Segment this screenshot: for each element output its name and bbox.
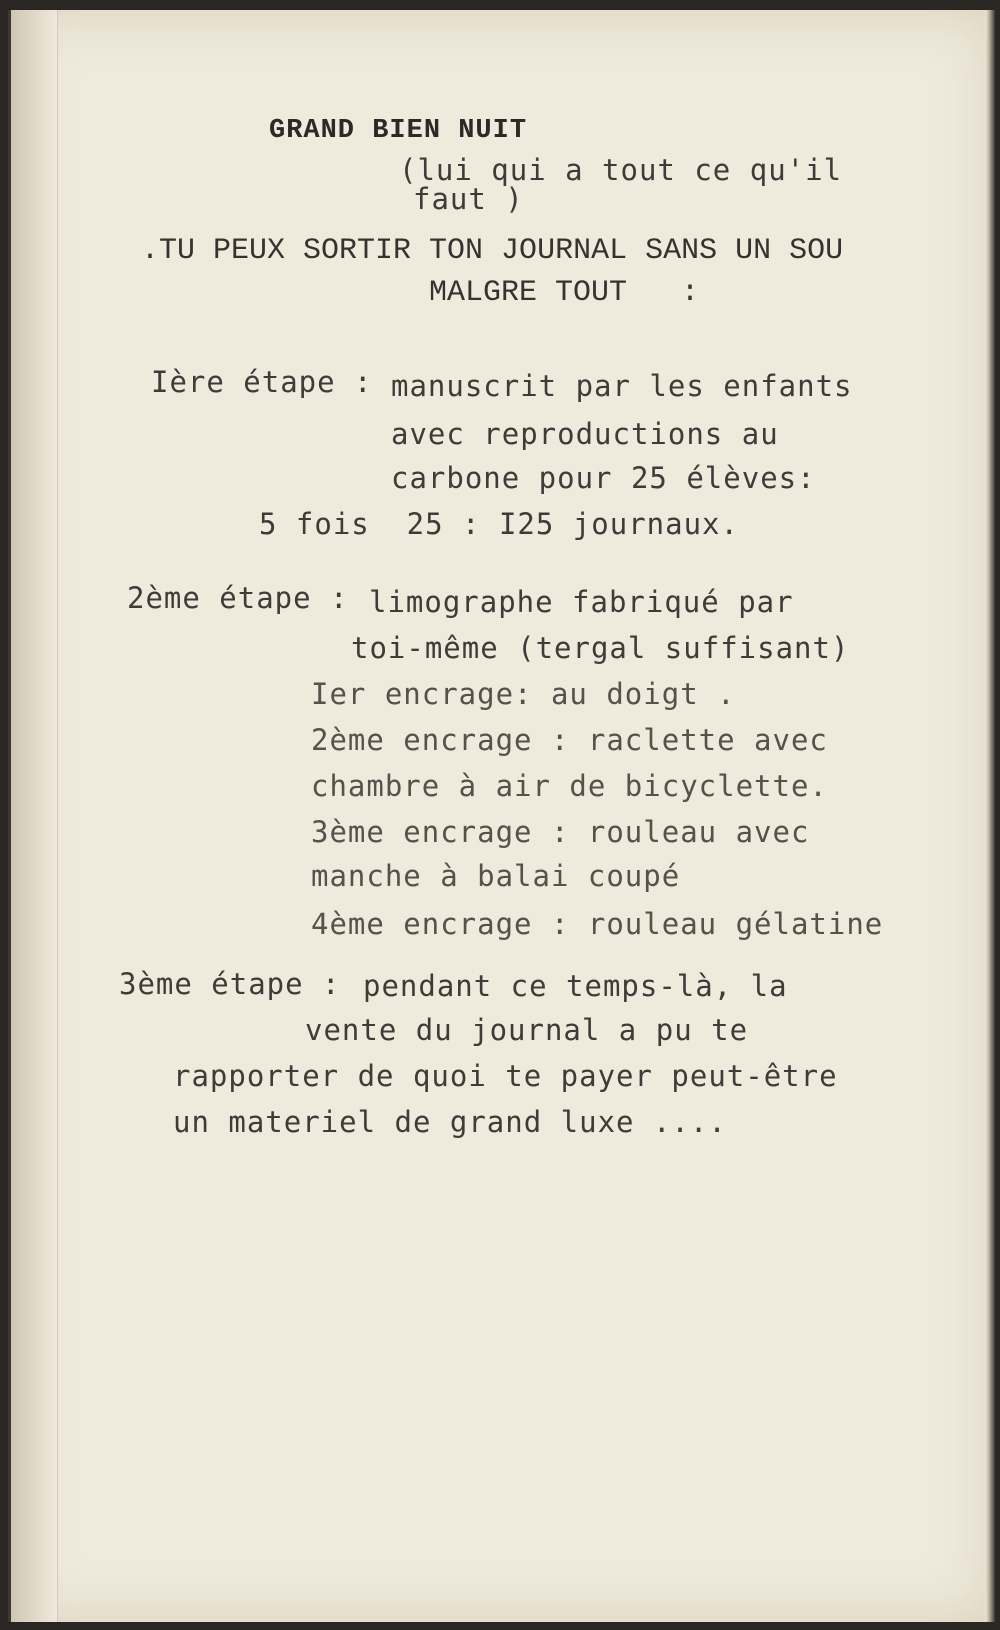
- step2-line-1: limographe fabriqué par: [369, 585, 794, 619]
- title-line-1: GRAND BIEN NUIT: [269, 116, 528, 146]
- step2-label: 2ème étape :: [127, 581, 349, 615]
- step1-line-1: manuscrit par les enfants: [391, 369, 853, 403]
- step2-line-6: 3ème encrage : rouleau avec: [311, 815, 810, 849]
- step1-label: Ière étape :: [151, 365, 373, 399]
- step2-line-7: manche à balai coupé: [311, 859, 681, 893]
- step2-line-8: 4ème encrage : rouleau gélatine: [311, 907, 884, 941]
- step1-line-3: carbone pour 25 élèves:: [391, 461, 816, 495]
- page-edge: [985, 10, 995, 1622]
- document-page: [8, 10, 995, 1622]
- step3-line-2: vente du journal a pu te: [305, 1013, 749, 1047]
- step3-label: 3ème étape :: [119, 967, 341, 1001]
- title-line-2: (lui qui a tout ce qu'il: [399, 153, 843, 187]
- step3-line-3: rapporter de quoi te payer peut-être: [173, 1059, 838, 1093]
- step2-line-4: 2ème encrage : raclette avec: [311, 723, 828, 757]
- step3-line-1: pendant ce temps-là, la: [363, 969, 788, 1003]
- step3-line-4: un materiel de grand luxe ....: [173, 1105, 727, 1139]
- subtitle-line-1: .TU PEUX SORTIR TON JOURNAL SANS UN SOU: [141, 234, 844, 268]
- step2-line-2: toi-même (tergal suffisant): [351, 631, 850, 665]
- binding-gutter: [11, 10, 58, 1622]
- step1-line-4: 5 fois 25 : I25 journaux.: [259, 507, 739, 541]
- title-line-3: faut ): [413, 182, 524, 216]
- step1-line-2: avec reproductions au: [391, 417, 779, 451]
- step2-line-5: chambre à air de bicyclette.: [311, 769, 828, 803]
- step2-line-3: Ier encrage: au doigt .: [311, 677, 736, 711]
- subtitle-line-2: MALGRE TOUT :: [429, 276, 700, 310]
